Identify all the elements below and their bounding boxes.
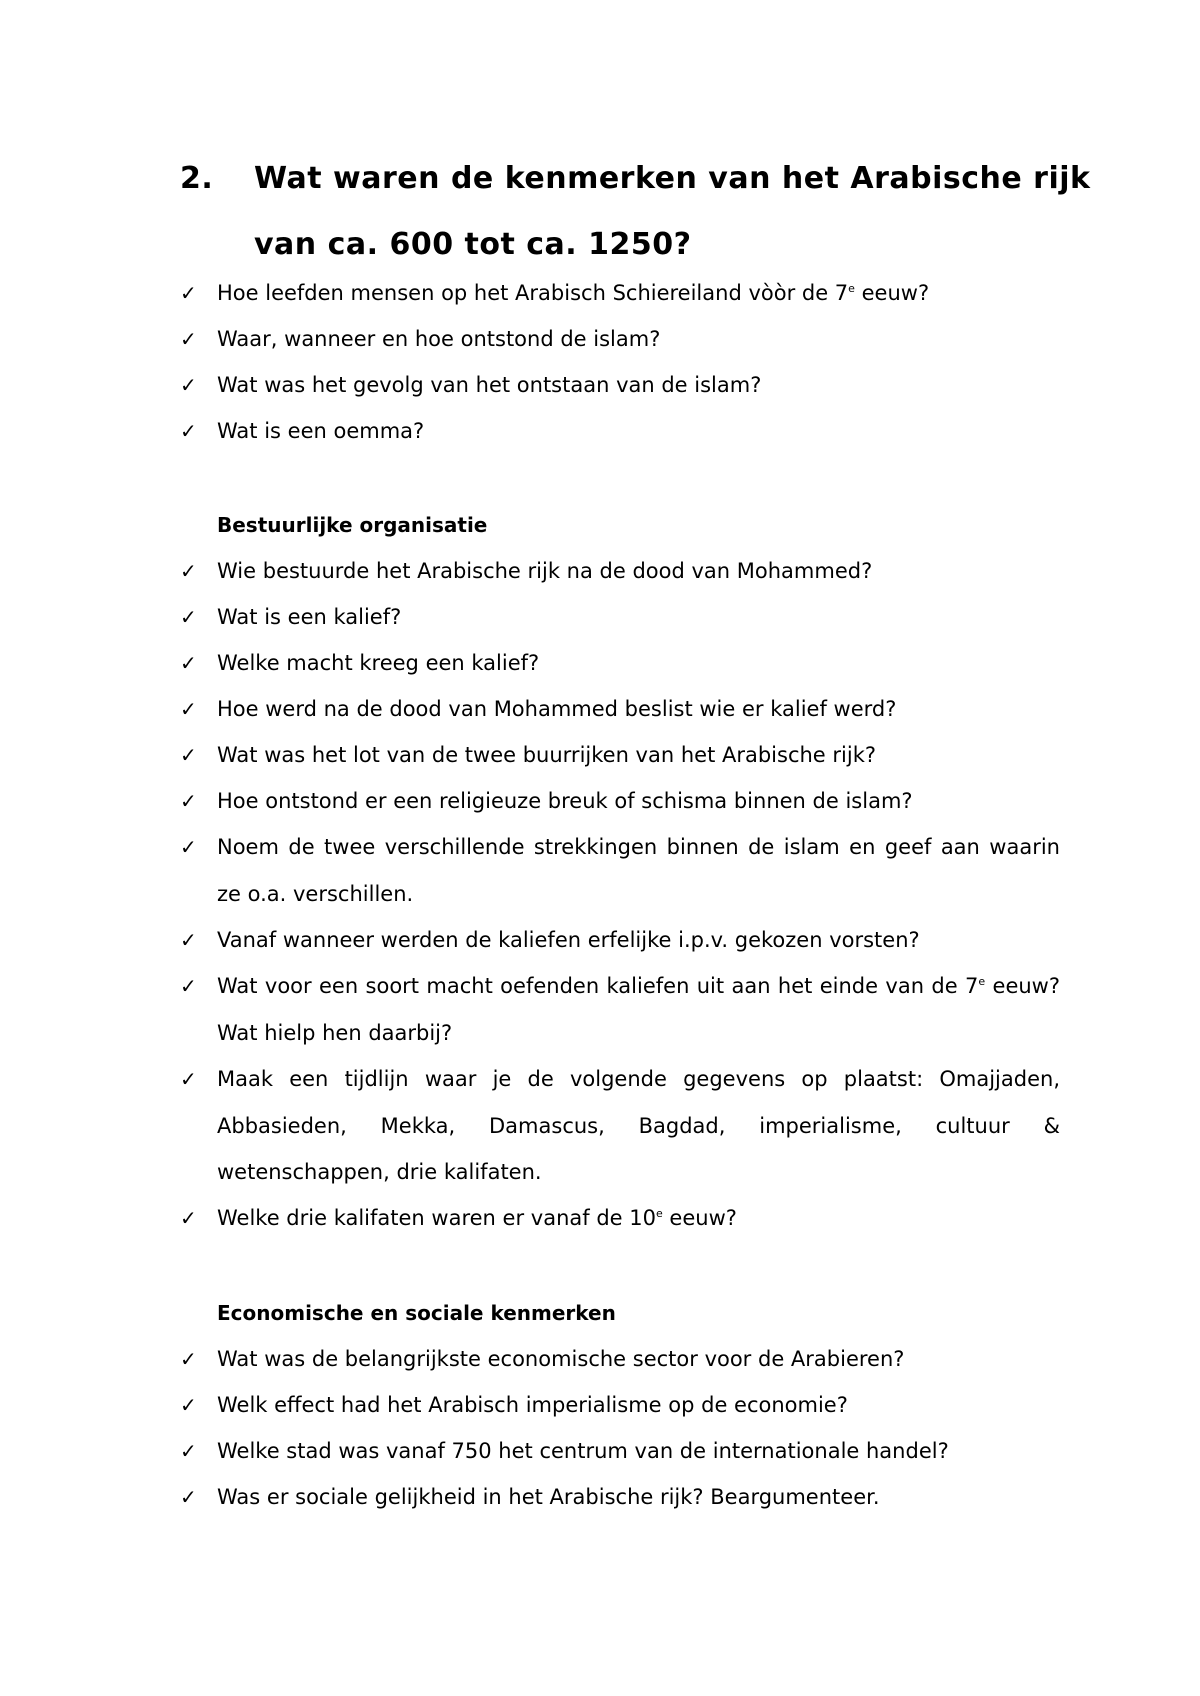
question-text: Wie bestuurde het Arabische rijk na de dood van Mohammed? (217, 559, 873, 583)
checkmark-icon: ✓ (180, 281, 197, 305)
section1-question (180, 917, 1060, 964)
question-text: Wat is een kalief? (217, 605, 402, 629)
question-text: Hoe werd na de dood van Mohammed beslist wie er kalief werd? (217, 697, 897, 721)
section2-question (180, 1336, 1060, 1383)
checkmark-icon: ✓ (180, 928, 197, 952)
checkmark-icon: ✓ (180, 373, 197, 397)
section1-question (180, 963, 1060, 1056)
checkmark-icon: ✓ (180, 743, 197, 767)
section1-question (180, 1056, 1060, 1196)
question-text: Wat was de belangrijkste economische sector voor de Arabieren? (217, 1347, 905, 1371)
question-text: Welk effect had het Arabisch imperialisme op de economie? (217, 1393, 848, 1417)
question-text: Welke drie kalifaten waren er vanaf de 10e eeuw? (217, 1206, 737, 1230)
checkmark-icon: ✓ (180, 1439, 197, 1463)
question-text: Wat was het lot van de twee buurrijken van het Arabische rijk? (217, 743, 877, 767)
section1-question (180, 686, 1060, 733)
section1-question (180, 824, 1060, 917)
section2-question (180, 1474, 1060, 1521)
section2-question (180, 1382, 1060, 1429)
checkmark-icon: ✓ (180, 697, 197, 721)
intro-question (180, 270, 1060, 317)
section1-question (180, 732, 1060, 779)
intro-question (180, 362, 1060, 409)
intro-question (180, 408, 1060, 455)
checkmark-icon: ✓ (180, 1485, 197, 1509)
section1-question (180, 778, 1060, 825)
checkmark-icon: ✓ (180, 1206, 197, 1230)
checkmark-icon: ✓ (180, 1347, 197, 1371)
question-text: Welke stad was vanaf 750 het centrum van de internationale handel? (217, 1439, 949, 1463)
question-text: Wat is een oemma? (217, 419, 425, 443)
checkmark-icon: ✓ (180, 605, 197, 629)
section1-question (180, 1195, 1060, 1242)
checkmark-icon: ✓ (180, 974, 197, 998)
question-text: Welke macht kreeg een kalief? (217, 651, 540, 675)
section2-question (180, 1428, 1060, 1475)
question-text: Wat voor een soort macht oefenden kaliefen uit aan het einde van de 7e eeuw? Wat hielp hen daarbij? (217, 974, 1060, 1045)
question-text: Waar, wanneer en hoe ontstond de islam? (217, 327, 661, 351)
checkmark-icon: ✓ (180, 327, 197, 351)
chapter-number: 2. (180, 161, 214, 196)
section1-question (180, 594, 1060, 641)
chapter-title-line-1: Wat waren de kenmerken van het Arabische rijk (254, 161, 1091, 196)
checkmark-icon: ✓ (180, 559, 197, 583)
checkmark-icon: ✓ (180, 419, 197, 443)
question-text: Vanaf wanneer werden de kaliefen erfelijke i.p.v. gekozen vorsten? (217, 928, 920, 952)
checkmark-icon: ✓ (180, 1393, 197, 1417)
section1-question (180, 548, 1060, 595)
question-text: Noem de twee verschillende strekkingen binnen de islam en geef aan waarin ze o.a. verschillen. (217, 835, 1060, 906)
question-text: Hoe leefden mensen op het Arabisch Schiereiland vòòr de 7e eeuw? (217, 281, 930, 305)
checkmark-icon: ✓ (180, 1067, 197, 1091)
question-text: Was er sociale gelijkheid in het Arabische rijk? Beargumenteer. (217, 1485, 880, 1509)
question-text: Wat was het gevolg van het ontstaan van de islam? (217, 373, 762, 397)
chapter-title-line-2: van ca. 600 tot ca. 1250? (254, 227, 692, 262)
question-text: Hoe ontstond er een religieuze breuk of schisma binnen de islam? (217, 789, 913, 813)
intro-question (180, 316, 1060, 363)
section-heading-economische: Economische en sociale kenmerken (217, 1301, 616, 1325)
question-text: Maak een tijdlijn waar je de volgende gegevens op plaatst: Omajjaden, Abbasieden, Mekka, Damascus, Bagdad, imperialisme, cultuur & wetenschappen, drie kalifaten. (217, 1067, 1060, 1184)
section1-question (180, 640, 1060, 687)
checkmark-icon: ✓ (180, 651, 197, 675)
checkmark-icon: ✓ (180, 789, 197, 813)
checkmark-icon: ✓ (180, 835, 197, 859)
section-heading-bestuurlijke: Bestuurlijke organisatie (217, 513, 488, 537)
